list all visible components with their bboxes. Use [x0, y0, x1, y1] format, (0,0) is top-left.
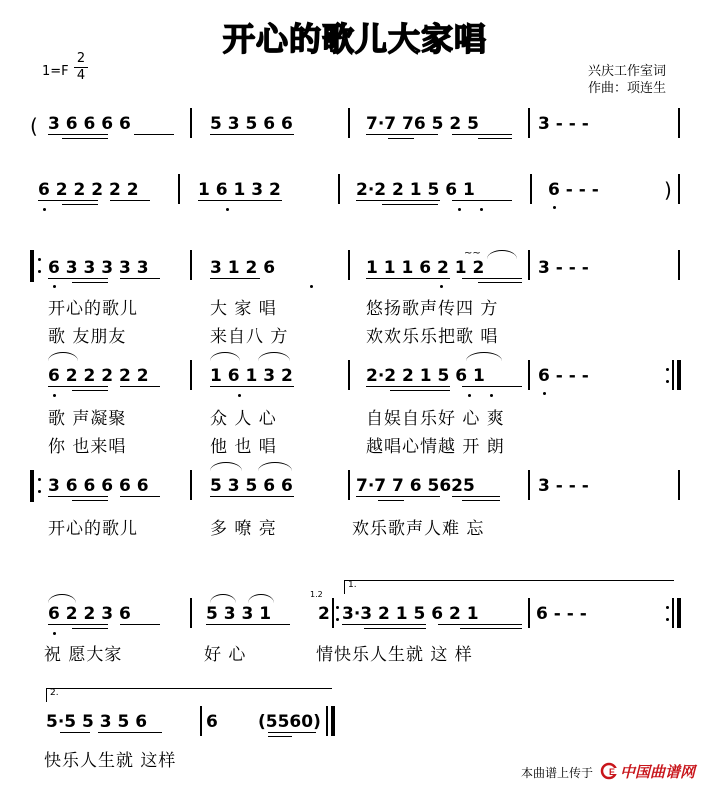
- svg-text:E: E: [609, 767, 616, 777]
- lyrics-verse1: 自娱自乐好 心 爽: [366, 409, 505, 429]
- lyrics: 好 心: [204, 645, 247, 665]
- lyrics: 情快乐人生就 这 样: [316, 645, 473, 665]
- lyricist: 兴庆工作室词: [588, 64, 667, 79]
- barline: [332, 598, 334, 628]
- measure: 3·3 2 1 5 6 2 1: [342, 604, 479, 624]
- barline: [348, 108, 350, 138]
- barline: [528, 108, 530, 138]
- lyrics: 快乐人生就 这样: [44, 751, 177, 771]
- barline: [190, 470, 192, 500]
- measure: 3 - - -: [538, 476, 589, 496]
- measure: 7·7 76 5 2 5: [366, 114, 479, 134]
- measure: 2·2 2 1 5 6 1: [356, 180, 475, 200]
- measure: 6 - - -: [538, 366, 589, 386]
- ce-logo-icon: [600, 762, 620, 780]
- repeat-start: [30, 250, 34, 282]
- measure: 3 - - -: [538, 258, 589, 278]
- measure: 3 6 6 6 6: [48, 114, 131, 134]
- measure: 1 6 1 3 2: [210, 366, 293, 386]
- barline: [528, 470, 530, 500]
- lyrics-verse1: 悠扬歌声传四 方: [366, 299, 499, 319]
- barline: [200, 706, 202, 736]
- measure: (5560): [258, 712, 321, 732]
- measure: 2·2 2 1 5 6 1: [366, 366, 485, 386]
- composer: 作曲：项连生: [588, 81, 667, 96]
- barline: [678, 470, 680, 500]
- lyrics-verse2: 歌 友朋友: [48, 327, 127, 347]
- lyrics-verse2: 欢欢乐乐把歌 唱: [366, 327, 499, 347]
- barline: [528, 250, 530, 280]
- repeat-end: [677, 360, 681, 390]
- lyrics: 多 嘹 亮: [210, 519, 277, 539]
- site-name[interactable]: 中国曲谱网: [620, 763, 696, 781]
- measure: 5·5 5 3 5 6: [46, 712, 148, 732]
- open-paren: (: [30, 114, 38, 138]
- measure: 3 6 6 6 6 6: [48, 476, 149, 496]
- lyrics-verse2: 来自八 方: [210, 327, 289, 347]
- measure: 3 - - -: [538, 114, 589, 134]
- volta-mark: 1.2: [310, 590, 323, 599]
- measure: 3 1 2 6: [210, 258, 276, 278]
- lyrics-verse2: 他 也 唱: [210, 437, 277, 457]
- barline: [348, 360, 350, 390]
- measure: 5 3 5 6 6: [210, 114, 293, 134]
- barline: [178, 174, 180, 204]
- time-signature-bottom: 4: [76, 68, 86, 83]
- time-signature-top: 2: [76, 51, 86, 66]
- barline: [190, 598, 192, 628]
- measure: 6 2 2 3 6: [48, 604, 131, 624]
- repeat-start: [30, 470, 34, 502]
- lyrics: 欢乐歌声人难 忘: [352, 519, 485, 539]
- upload-text: 本曲谱上传于: [521, 766, 594, 780]
- lyrics-verse2: 你 也来唱: [48, 437, 127, 457]
- barline: [190, 250, 192, 280]
- song-title: 开心的歌儿大家唱: [222, 20, 487, 58]
- lyrics: 开心的歌儿: [48, 519, 138, 539]
- repeat-end: [677, 598, 681, 628]
- measure: 5 3 3 1: [206, 604, 272, 624]
- barline: [348, 470, 350, 500]
- key-signature: 1=F: [42, 64, 69, 79]
- volta-1: 1.: [348, 580, 357, 590]
- measure: 5 3 5 6 6: [210, 476, 293, 496]
- barline: [190, 108, 192, 138]
- lyrics-verse2: 越唱心情越 开 朗: [366, 437, 505, 457]
- measure: 6 2 2 2 2 2: [38, 180, 139, 200]
- final-barline: [331, 706, 335, 736]
- close-paren: ): [664, 178, 672, 202]
- lyrics: 祝 愿大家: [44, 645, 123, 665]
- measure: 6: [206, 712, 218, 732]
- barline: [678, 250, 680, 280]
- measure: 2: [318, 604, 330, 624]
- time-signature: [74, 52, 88, 83]
- measure: 6 - - -: [548, 180, 599, 200]
- lyrics-verse1: 开心的歌儿: [48, 299, 138, 319]
- measure: 7·7 7 6 5625: [356, 476, 475, 496]
- barline: [528, 598, 530, 628]
- barline: [678, 108, 680, 138]
- barline: [678, 174, 680, 204]
- barline: [190, 360, 192, 390]
- lyrics-verse1: 众 人 心: [210, 409, 277, 429]
- lyrics-verse1: 大 家 唱: [210, 299, 277, 319]
- measure: 6 3 3 3 3 3: [48, 258, 149, 278]
- lyrics-verse1: 歌 声凝聚: [48, 409, 127, 429]
- measure: 1 6 1 3 2: [198, 180, 281, 200]
- barline: [338, 174, 340, 204]
- barline: [348, 250, 350, 280]
- measure: 6 - - -: [536, 604, 587, 624]
- barline: [528, 360, 530, 390]
- measure: 6 2 2 2 2 2: [48, 366, 149, 386]
- barline: [530, 174, 532, 204]
- volta-2: 2.: [50, 688, 59, 698]
- measure: 1 1 1 6 2 1 2: [366, 258, 485, 278]
